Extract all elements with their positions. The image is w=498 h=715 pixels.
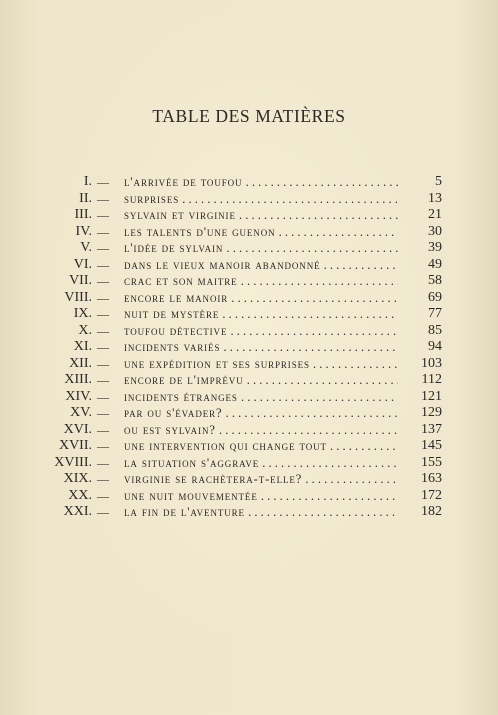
toc-row	[0, 224, 498, 241]
toc-row	[0, 290, 498, 307]
chapter-title: par ou s'évader? . . .	[124, 405, 398, 422]
chapter-title: une intervention qui change tout . . .	[124, 438, 398, 455]
chapter-title: dans le vieux manoir abandonné . . .	[124, 257, 398, 274]
page-number: 103	[421, 355, 442, 371]
separator-dash: —	[97, 356, 109, 371]
page-number: 155	[421, 454, 442, 470]
toc-row	[0, 372, 498, 389]
chapter-title: crac et son maitre . . .	[124, 273, 398, 290]
chapter-numeral: XVIII.	[54, 454, 92, 470]
separator-dash: —	[97, 472, 109, 486]
page-number: 163	[421, 471, 442, 486]
chapter-numeral: III.	[74, 207, 92, 222]
separator-dash: —	[97, 373, 109, 387]
toc-row	[0, 273, 498, 290]
page-number: 77	[428, 306, 442, 321]
chapter-numeral: X.	[78, 322, 92, 338]
separator-dash: —	[97, 340, 109, 354]
chapter-title: encore de l'imprévu . . .	[124, 372, 398, 389]
separator-dash: —	[97, 505, 109, 519]
page-number: 137	[421, 421, 442, 437]
separator-dash: —	[97, 191, 109, 206]
separator-dash: —	[97, 422, 109, 437]
toc-row	[0, 257, 498, 274]
toc-row	[0, 240, 498, 257]
toc-row	[0, 504, 498, 521]
chapter-title: l'idée de sylvain . . .	[124, 240, 398, 257]
separator-dash: —	[97, 290, 109, 305]
separator-dash: —	[97, 274, 109, 288]
chapter-title: une nuit mouvementée . . .	[124, 488, 398, 505]
chapter-numeral: XV.	[70, 405, 92, 420]
chapter-numeral: VII.	[69, 273, 92, 288]
separator-dash: —	[97, 439, 109, 453]
toc-row	[0, 174, 498, 191]
chapter-title: les talents d'une guenon . . .	[124, 224, 398, 241]
page-number: 145	[421, 438, 442, 453]
toc-row	[0, 306, 498, 323]
chapter-title: surprises . . .	[124, 191, 398, 208]
chapter-title: la situation s'aggrave . . .	[124, 455, 398, 472]
chapter-title: nuit de mystère . . .	[124, 306, 398, 323]
toc-row	[0, 455, 498, 472]
chapter-numeral: I.	[83, 174, 92, 189]
chapter-numeral: IX.	[73, 306, 92, 321]
separator-dash: —	[97, 257, 109, 272]
toc-row	[0, 405, 498, 422]
chapter-numeral: XIII.	[64, 372, 92, 387]
toc-row	[0, 471, 498, 488]
chapter-numeral: VIII.	[64, 289, 92, 305]
page-number: 129	[421, 405, 442, 420]
chapter-numeral: XI.	[73, 339, 92, 354]
toc-row	[0, 339, 498, 356]
table-of-contents	[0, 174, 498, 521]
separator-dash: —	[97, 307, 109, 321]
chapter-title: virginie se rachètera-t-elle? . . .	[124, 471, 398, 488]
page-number: 182	[421, 504, 442, 519]
chapter-title: l'arrivée de toufou . . .	[124, 174, 398, 191]
toc-row	[0, 207, 498, 224]
separator-dash: —	[97, 488, 109, 503]
separator-dash: —	[97, 455, 109, 470]
chapter-title: incidents étranges . . .	[124, 389, 398, 406]
chapter-numeral: VI.	[73, 256, 92, 272]
chapter-title: sylvain et virginie . . .	[124, 207, 398, 224]
chapter-title: ou est sylvain? . . .	[124, 422, 398, 439]
chapter-title: toufou détective . . .	[124, 323, 398, 340]
separator-dash: —	[97, 224, 109, 239]
chapter-numeral: XII.	[69, 355, 92, 371]
toc-row	[0, 422, 498, 439]
chapter-numeral: XXI.	[63, 504, 92, 519]
chapter-numeral: XIV.	[65, 388, 92, 404]
page-number: 69	[428, 289, 442, 305]
toc-row	[0, 191, 498, 208]
chapter-numeral: XIX.	[63, 471, 92, 486]
page-number: 172	[421, 487, 442, 503]
chapter-numeral: XX.	[68, 487, 92, 503]
chapter-numeral: XVI.	[63, 421, 92, 437]
toc-row	[0, 323, 498, 340]
chapter-numeral: V.	[80, 240, 92, 255]
separator-dash: —	[97, 175, 109, 189]
toc-row	[0, 488, 498, 505]
page-number: 94	[428, 339, 442, 354]
page-number: 49	[428, 256, 442, 272]
page-number: 30	[428, 223, 442, 239]
toc-row	[0, 389, 498, 406]
separator-dash: —	[97, 241, 109, 255]
page-number: 5	[435, 174, 442, 189]
page-number: 13	[428, 190, 442, 206]
page-number: 112	[421, 372, 442, 387]
separator-dash: —	[97, 323, 109, 338]
chapter-numeral: IV.	[75, 223, 92, 239]
page-number: 58	[428, 273, 442, 288]
chapter-numeral: II.	[79, 190, 92, 206]
separator-dash: —	[97, 406, 109, 420]
chapter-title: encore le manoir . . .	[124, 290, 398, 307]
chapter-title: la fin de l'aventure . . .	[124, 504, 398, 521]
page-number: 21	[428, 207, 442, 222]
page-title: TABLE DES MATIÈRES	[152, 106, 346, 126]
toc-row	[0, 438, 498, 455]
chapter-title: incidents variés . . .	[124, 339, 398, 356]
page-number: 39	[428, 240, 442, 255]
toc-row	[0, 356, 498, 373]
page-number: 85	[428, 322, 442, 338]
chapter-title: une expédition et ses surprises . . .	[124, 356, 398, 373]
separator-dash: —	[97, 389, 109, 404]
page-number: 121	[421, 388, 442, 404]
separator-dash: —	[97, 208, 109, 222]
chapter-numeral: XVII.	[58, 438, 92, 453]
